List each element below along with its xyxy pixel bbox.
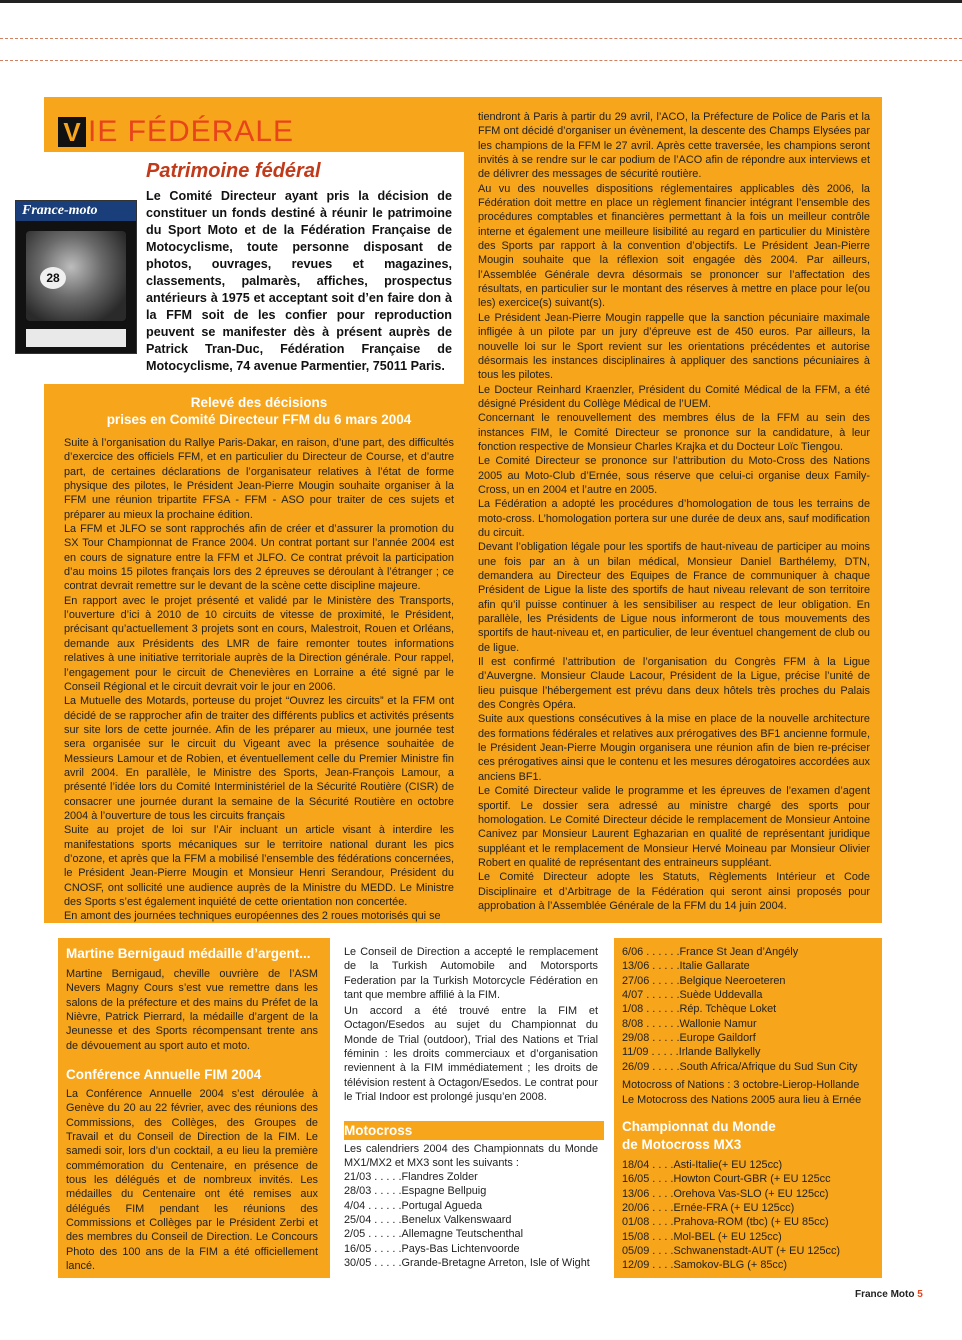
calendar-entry: 28/03 . . . . .Espagne Bellpuig bbox=[344, 1185, 487, 1198]
calendar-entry: 18/04 . . . .Asti-Italie(+ EU 125cc) bbox=[622, 1159, 783, 1171]
calendar-entry: 25/04 . . . . .Benelux Valkenswaard bbox=[344, 1214, 512, 1227]
releve-paragraph: La FFM et JLFO se sont rapprochés afin de créer et d’assurer la promotion du SX Tour Championnat de France 2004. Un contrat portant sur l’année 2004 est en cours de signature entre la FFM et JLFO. Ce contrat prévoit la participation d’au moins 15 pilotes français lors des 2 épreuves se déroulant à l’étranger ; ce contrat devrait remettre sur le devant de la scène cette discipline majeure. bbox=[64, 523, 454, 593]
releve-paragraph: Le Docteur Reinhard Kraenzler, Président du Comité Médical de la FFM, a été désigné Président du Collège Médical de l’UEM. bbox=[478, 383, 870, 410]
dashed-rule-top bbox=[0, 38, 962, 39]
releve-paragraph: La Fédération a adopté les procédures d’homologation de tous les terrains de moto-cross. L’homologation portera sur une durée de deux ans, sauf modification du circuit. bbox=[478, 498, 870, 539]
releve-title-line2: prises en Comité Directeur FFM du 6 mars 2004 bbox=[106, 412, 412, 427]
bernigaud-title: Martine Bernigaud médaille d’argent... bbox=[66, 946, 311, 961]
releve-left-column bbox=[64, 436, 454, 924]
cover-logo: France-moto bbox=[22, 203, 98, 218]
calendar-entry: 1/08 . . . . . .Rép. Tchèque Loket bbox=[622, 1003, 777, 1016]
magazine-cover-image bbox=[15, 200, 137, 354]
calendar-entry: 26/09 . . . . .South Africa/Afrique du Sud Sun City bbox=[622, 1060, 858, 1073]
releve-paragraph: En amont des journées techniques européennes des 2 roues motorisés qui se bbox=[64, 910, 441, 923]
releve-title-line1: Relevé des décisions bbox=[190, 395, 328, 410]
calendar-entry: 8/08 . . . . . .Wallonie Namur bbox=[622, 1017, 757, 1030]
dashed-separator bbox=[58, 931, 878, 935]
releve-paragraph: Suite aux questions consécutives à la mise en place de la nouvelle architecture des formations fédérales et relatives aux prérogatives des BF1 ancienne formule, le Président Jean-Pierre Mougin organisera une réunion afin de bien re-préciser ces prérogatives ainsi que le contenu et les mesures dérogatoires accordées aux anciens BF1. bbox=[478, 713, 870, 783]
bernigaud-text: Martine Bernigaud, cheville ouvrière de l’ASM Nevers Magny Cours s’est vue remettre dans les salons de la préfecture et des mains du Préfet de la Nièvre, Patrick Pierrard, la médaille d’argent de la Jeunesse et des Sports récompensant trente ans de dévouement au sport auto et moto. bbox=[66, 968, 318, 1052]
releve-paragraph: Le Président Jean-Pierre Mougin rappelle que la sanction pécuniaire maximale infligée à un pilote par un jury d’épreuve est de 450 euros. Par ailleurs, la nouvelle loi sur le Sport revient sur les orientations précédentes et autorise désormais les instances disciplinaires à appliquer des sanctions pécuniaires à tous les pilotes. bbox=[478, 311, 870, 382]
calendar-entry: 13/06 . . . .Orehova Vas-SLO (+ EU 125cc) bbox=[622, 1187, 829, 1200]
calendar-entry: 4/07 . . . . . .Suède Uddevalla bbox=[622, 989, 763, 1002]
calendar-entry: 16/05 . . . .Howton Court-GBR (+ EU 125cc bbox=[622, 1173, 831, 1186]
nations-line-1: Motocross of Nations : 3 octobre-Lierop-Hollande bbox=[622, 1079, 860, 1091]
releve-paragraph: Devant l’obligation légale pour les sportifs de haut-niveau de participer au moins une fois par an à un bilan médical, Monsieur Daniel Barthélemy, DTN, demandera au Directeur des Equipes de France de communiquer à chaque Président de Ligue la liste des sportifs de haut niveau relevant de son territoire afin qu’il puisse continuer à les sensibiliser au respect de leur obligation. En parallèle, les Présidents de Ligue nous informeront de tous mouvements des sportifs de haut-niveau et, en particulier, de leur éventuel changement de club ou de ligue. bbox=[478, 541, 870, 654]
cover-race-number: 28 bbox=[40, 267, 66, 289]
mx3-title bbox=[622, 1118, 776, 1154]
releve-paragraph: Il est confirmé l’attribution de l’organisation du Congrès FFM à la Ligue d’Auvergne. Monsieur Claude Lacour, Président de la Ligue, précise l’unité de lieu puisque l’hébergement est prévu dans deux hôtels très proches du Palais des Congrès Opéra. bbox=[478, 656, 870, 712]
footer-magazine-name: France Moto bbox=[855, 1289, 915, 1300]
mx3-calendar bbox=[622, 1158, 840, 1273]
calendar-entry: 2/05 . . . . . .Allemagne Teutschenthal bbox=[344, 1228, 523, 1241]
releve-paragraph: En rapport avec le projet présenté et validé par le Ministère des Transports, l’ouverture d’ici à 2010 de 10 circuits de vitesse de proximité, le Président, précisant qu’actuellement 3 projets sont en cours, Malestroit, Rouen et Orléans, demande aux Présidents des LMR de faire remonter toutes informations relatives à une initiative territoriale auprès de la Direction générale. Pour rappel, l’engagement pour le circuit de Chenevières en Lorraine a été signé par le Conseil Régional et le circuit devrait voir le jour en 2006. bbox=[64, 594, 454, 693]
releve-paragraph: La Mutuelle des Motards, porteuse du projet “Ouvrez les circuits” et la FFM ont décidé de se rapprocher afin de traiter des différents publics et activités présents sur site lors de cette journée. Afin de les préparer au mieux, une journée test sera organisée sur le circuit du Vigeant avec la présence souhaitée de Messieurs Lamour et de Robien, et éventuellement celle du Premier Ministre fin avril 2004. En parallèle, le Ministre des Sports, Jean-François Lamour, a présenté l’idée lors du Comité Interministériel de la Sécurité Routière (CISR) de consacrer une journée durant la semaine de la Sécurité Routière en octobre 2004 à l’ouverture de tous les circuits français bbox=[64, 695, 454, 822]
calendar-entry: 21/03 . . . . .Flandres Zolder bbox=[344, 1171, 478, 1183]
calendar-entry: 30/05 . . . . .Grande-Bretagne Arreton, Isle of Wight bbox=[344, 1257, 590, 1270]
section-title-initial: V bbox=[58, 117, 86, 147]
releve-paragraph: Suite à l’organisation du Rallye Paris-Dakar, en raison, d’une part, des difficultés d’exercice des officiels FFM, et en particulier du Directeur de Course, et d’autre part, de certaines déclarations de l’organisateur relatives à l’état de forme physique des pilotes, le Président Jean-Pierre Mougin souhaite organiser à la FFM une réunion tripartite FFSA - FFM - ASO pour traiter de ces sujets et préparer au mieux la prochaine édition. bbox=[64, 437, 454, 521]
calendar-entry: 13/06 . . . . .Italie Gallarate bbox=[622, 960, 750, 973]
calendar-entry: 6/06 . . . . . .France St Jean d’Angély bbox=[622, 946, 799, 958]
mx3-title-line1: Championnat du Monde bbox=[622, 1119, 776, 1134]
calendar-entry: 12/09 . . . .Samokov-BLG (+ 85cc) bbox=[622, 1259, 787, 1272]
nations-line-2: Le Motocross des Nations 2005 aura lieu à Ernée bbox=[622, 1094, 862, 1106]
mx3-title-line2: de Motocross MX3 bbox=[622, 1137, 742, 1152]
patrimoine-title: Patrimoine fédéral bbox=[146, 160, 321, 182]
releve-title bbox=[64, 394, 454, 428]
motocross-intro: Les calendriers 2004 des Championnats du Monde MX1/MX2 et MX3 sont les suivants : bbox=[344, 1143, 598, 1170]
calendar-entry: 4/04 . . . . . .Portugal Agueda bbox=[344, 1199, 483, 1212]
section-title-text: IE FÉDÉRALE bbox=[88, 115, 295, 148]
patrimoine-text: Le Comité Directeur ayant pris la décision de constituer un fonds destiné à réunir le patrimoine du Sport Moto et de la Fédération Française de Motocyclisme, toute personne disposant de photos, ouvrages, revues et magazines, classements, palmarès, affiches, prospectus antérieurs à 1975 et acceptant soit d’en faire don à la FFM soit de les confier pour reproduction peuvent se manifester dès à présent auprès de Patrick Tran-Duc, Fédération Française de Motocyclisme, 74 avenue Parmentier, 75011 Paris. bbox=[146, 189, 452, 373]
mx1-calendar-continued bbox=[622, 945, 858, 1074]
calendar-entry: 29/08 . . . . .Europe Gaildorf bbox=[622, 1032, 756, 1045]
motocross-title: Motocross bbox=[344, 1121, 604, 1140]
fim-trial-paragraph: Un accord a été trouvé entre la FIM et Octagon/Esedos au sujet du Championnat du Monde de Trial (outdoor), Trial des Nations et Trial féminin : les droits commerciaux et d’organisation reviennent à la FIM immédiatement ; les droits de télévision restent à Octagon/Esedos. Le contrat pour le Trial Indoor est prolongé jusqu’en 2008. bbox=[344, 1005, 598, 1104]
releve-paragraph: Suite au projet de loi sur l’Air incluant un article visant à interdire les manifestations sports mécaniques sur le territoire national durant les pics d’ozone, et après que la FFM a mobilisé l’ensemble des fédérations concernées, le Président Jean-Pierre Mougin et Monsieur Henri Serandour, Président du CNOSF, ont sollicité une audience auprès de la Ministre du MEDD. Le Ministre des Sports s’est également inquiété de cette orientation non concertée. bbox=[64, 824, 454, 908]
conference-title: Conférence Annuelle FIM 2004 bbox=[66, 1067, 262, 1082]
releve-paragraph: Le Comité Directeur valide le programme et les épreuves de l’examen d’agent sportif. Le dossier sera adressé au ministre chargé des sports pour homologation. Le Comité Directeur décide le remplacement de Monsieur Antoine Canivez par Monsieur Laurent Eghazarian en qualité de représentant juridique suppléant et le remplacement de Monsieur Hervé Moineau par Monsieur Olivier Robert en qualité de représentant des entraineurs suppléant. bbox=[478, 785, 870, 869]
releve-paragraph: Concernant le renouvellement des membres élus de la FFM au sein des instances FIM, le Comité Directeur se prononce sur la candidature, à leur fonction respective de Monsieur Charles Krajka et du Docteur Loïc Tiengou. bbox=[478, 412, 870, 453]
calendar-entry: 27/06 . . . . .Belgique Neeroeteren bbox=[622, 974, 786, 987]
calendar-entry: 01/08 . . . .Prahova-ROM (tbc) (+ EU 85cc) bbox=[622, 1216, 829, 1229]
releve-paragraph: tiendront à Paris à partir du 29 avril, l’ACO, la Préfecture de Police de Paris et la FFM ont décidé d’organiser un évènement, la descente des Champs Elysées par les champions de la FFM le 27 avril. Après cette traversée, les champions seront invités à se rendre sur le car podium de l’ACO afin de répondre aux interviews et de délivrer des messages de sécurité routière. bbox=[478, 111, 870, 181]
releve-paragraph: Le Comité Directeur adopte les Statuts, Règlements Intérieur et Code Disciplinaire et d’Arbitrage de la Fédération qui seront ainsi proposés pour approbation à l’Assemblée Générale de la FFM du 14 juin 2004. bbox=[478, 871, 870, 912]
dashed-rule-second bbox=[0, 60, 962, 61]
top-rule bbox=[0, 0, 962, 3]
calendar-entry: 15/08 . . . .Mol-BEL (+ EU 125cc) bbox=[622, 1230, 782, 1243]
cover-caption bbox=[26, 329, 126, 347]
page-number: 5 bbox=[917, 1289, 923, 1300]
page-footer bbox=[855, 1289, 923, 1300]
calendar-entry: 05/09 . . . .Schwanenstadt-AUT (+ EU 125cc) bbox=[622, 1245, 841, 1258]
calendar-entry: 11/09 . . . . .Irlande Ballykelly bbox=[622, 1046, 761, 1059]
releve-paragraph: Le Comité Directeur se prononce sur l’attribution du Moto-Cross des Nations 2005 au Moto-Club d’Ernée, sous réserve que celui-ci organise deux Family-Cross, un en 2004 et l’autre en 2005. bbox=[478, 455, 870, 496]
fim-turkish-paragraph: Le Conseil de Direction a accepté le remplacement de la Turkish Automobile and Motorsports Federation par la Turkish Motorcycle Fédération en tant que membre affilié à la FIM. bbox=[344, 946, 598, 1002]
mx1-calendar bbox=[344, 1170, 590, 1270]
section-title bbox=[58, 112, 294, 152]
conference-text: La Conférence Annuelle 2004 s’est déroulée à Genève du 20 au 22 février, avec des réunions des Commissions, des Collèges, des Groupes de Travail et du Conseil de Direction de la FIM. Le samedi soir, lors d’un cocktail, a eu lieu la première commémoration du Centenaire, en présence de tous les délégués et de nombreux invités. Les médailles du Centenaire ont été remises aux délégués FIM pendant les réunions des Commissions et Collèges par le Président Zerbi et des membres du Conseil de Direction. Le Concours Photo des 100 ans de la FIM a été officiellement lancé. bbox=[66, 1088, 318, 1273]
calendar-entry: 20/06 . . . .Ernée-FRA (+ EU 125cc) bbox=[622, 1202, 795, 1215]
releve-right-column bbox=[478, 110, 870, 913]
releve-paragraph: Au vu des nouvelles dispositions réglementaires applicables dès 2006, la Fédération doit mettre en place un règlement financier intégrant l’ensemble des procédures comptables et financières permettant à la fois un meilleur contrôle interne et également une meilleure lisibilité au regard en particulier du Ministère des Sports par rapport à la convention d’objectifs. Le Président Jean-Pierre Mougin souhaite que la réflexion soit engagée dès 2004. Par ailleurs, l’Assemblée Générale devra désormais se prononcer sur l’affectation des résultats, en particulier sur le montant des réserves à mettre en place pour le(ou les) exercice(s) suivant(s). bbox=[478, 182, 870, 310]
calendar-entry: 16/05 . . . . .Pays-Bas Lichtenvoorde bbox=[344, 1242, 520, 1255]
